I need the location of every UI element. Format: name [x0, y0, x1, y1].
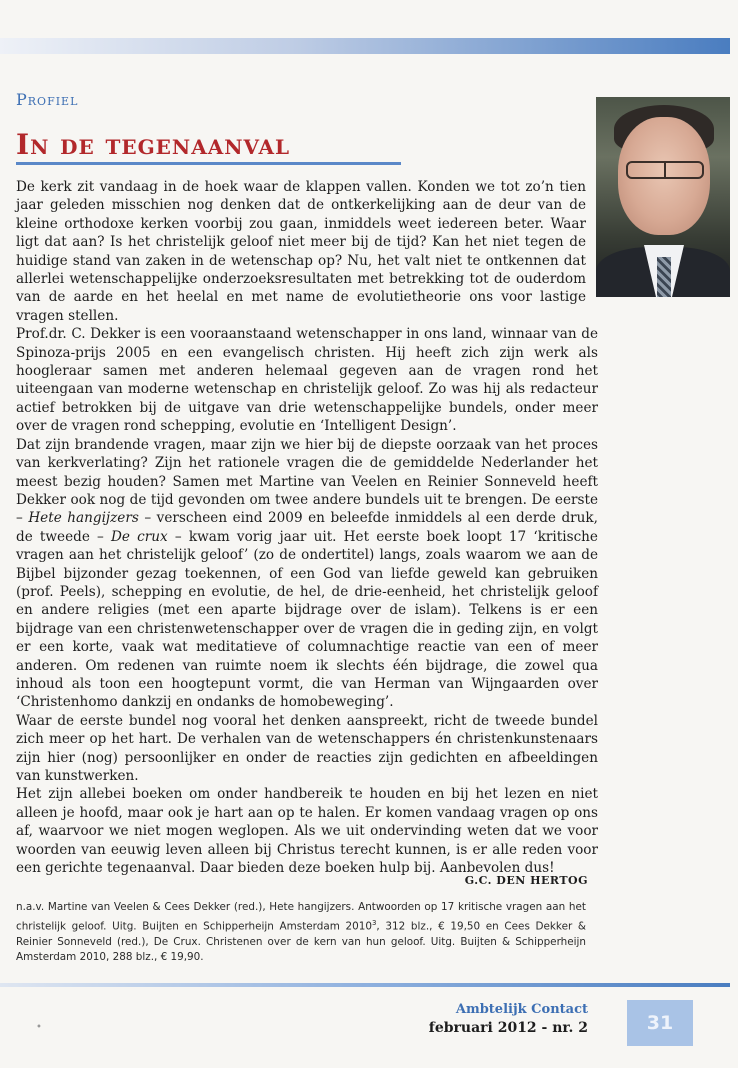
margin-mark: •: [36, 1022, 42, 1033]
paragraph: De kerk zit vandaag in de hoek waar de klappen vallen. Konden we tot zo’n tien jaar geleden misschien nog denken dat de ontkerkelijking aan de deur van de kleine orthodoxe kerken voorbij zou gaan, inmiddels weet iedereen beter. Waar ligt dat aan? Is het christelijk geloof niet meer bij de tijd? Kan het niet tegen de huidige stand van zaken in de wetenschap op? Nu, het valt niet te ontkennen dat allerlei wetenschappelijke onderzoeksresultaten met betrekking tot de ouderdom van de aarde en het heelal en met name de evolutietheorie ons voor lastige vragen stellen.: [16, 179, 586, 324]
paragraph: Waar de eerste bundel nog vooral het denken aanspreekt, richt de tweede bundel zich meer op het hart. De verhalen van de wetenschappers én christenkunstenaars zijn hier (nog) persoonlijker en onder de reacties zijn gedichten en afbeeldingen van kunstwerken.: [16, 712, 598, 784]
section-kicker: Profiel: [16, 90, 79, 109]
paragraph: Prof.dr. C. Dekker is een vooraanstaand wetenschapper in ons land, winnaar van de Spinoza-prijs 2005 en een evangelisch christen. Hij heeft zich zijn werk als hoogleraar samen met anderen helemaal gegeven aan de vragen rond het uiteengaan van moderne wetenschap en christelijk geloof. Zo was hij als redacteur actief betrokken bij de uitgave van drie wetenschappelijke bundels, onder meer over de vragen rond schepping, evolutie en ‘Intelligent Design’.: [16, 326, 598, 435]
footer-color-bar: [0, 983, 730, 987]
article-title: In de tegenaanval: [16, 128, 291, 161]
magazine-name: Ambtelijk Contact: [455, 1002, 588, 1017]
page-number: 31: [627, 1000, 693, 1046]
issue-info: februari 2012 - nr. 2: [428, 1020, 588, 1036]
header-color-bar: [0, 38, 730, 54]
book-title: Hete hangijzers: [28, 510, 139, 527]
article-body: [16, 178, 598, 877]
paragraph: Dat zijn brandende vragen, maar zijn we hier bij de diepste oorzaak van het proces van kerkverlating? Zijn het rationele vragen die de gemiddelde Nederlander het meest bezig houden? Samen met Martine van Veelen en Reinier Sonneveld heeft Dekker ook nog de tijd gevonden om twee andere bundels uit te brengen. De eerste – Hete hangijzers – verscheen eind 2009 en beleefde inmiddels al een derde druk, de tweede – De crux – kwam vorig jaar uit. Het eerste boek loopt 17 ‘kritische vragen aan het christelijk geloof’ (zo de ondertitel) langs, zoals waarom we aan de Bijbel bijzonder gezag toekennen, of een God van liefde geweld kan gebruiken (prof. Peels), schepping en evolutie, de hel, de drie-eenheid, het christelijk geloof en andere religies (met een aparte bijdrage over de islam). Telkens is er een bijdrage van een christenwetenschapper over de vragen die in geding zijn, en volgt er een korte, vaak wat meditatieve of columnachtige reactie van een of meer anderen. Om redenen van ruimte noem ik slechts één bijdrage, die zowel qua inhoud als toon een hoogtepunt vormt, die van Herman van Wijngaarden over ‘Christenhomo dankzij en ondanks de homobeweging’.: [16, 436, 598, 711]
title-underline: [16, 162, 401, 165]
bibliography-note: n.a.v. Martine van Veelen & Cees Dekker (red.), Hete hangijzers. Antwoorden op 17 kritische vragen aan het christelijk geloof. Uitg. Buijten en Schipperheijn Amsterdam 2010$^3$, 312 blz., € 19,50 en Cees Dekker & Reinier Sonneveld (red.), De Crux. Christenen over de kern van hun geloof. Uitg. Buijten & Schipperheijn Amsterdam 2010, 288 blz., € 19,90.: [16, 901, 587, 964]
book-title: De crux: [111, 528, 168, 545]
paragraph: Het zijn allebei boeken om onder handbereik te houden en bij het lezen en niet alleen je hoofd, maar ook je hart aan op te halen. Er komen vandaag vragen op ons af, waarvoor we niet mogen weglopen. Als we uit ondervinding weten dat we voor woorden van eeuwig leven alleen bij Christus terecht kunnen, is er alle reden voor een gerichte tegenaanval. Daar bieden deze boeken hulp bij. Aanbevolen dus!: [16, 786, 598, 877]
author-portrait-photo: [596, 97, 730, 297]
author-signature: G.C. DEN HERTOG: [464, 874, 588, 887]
